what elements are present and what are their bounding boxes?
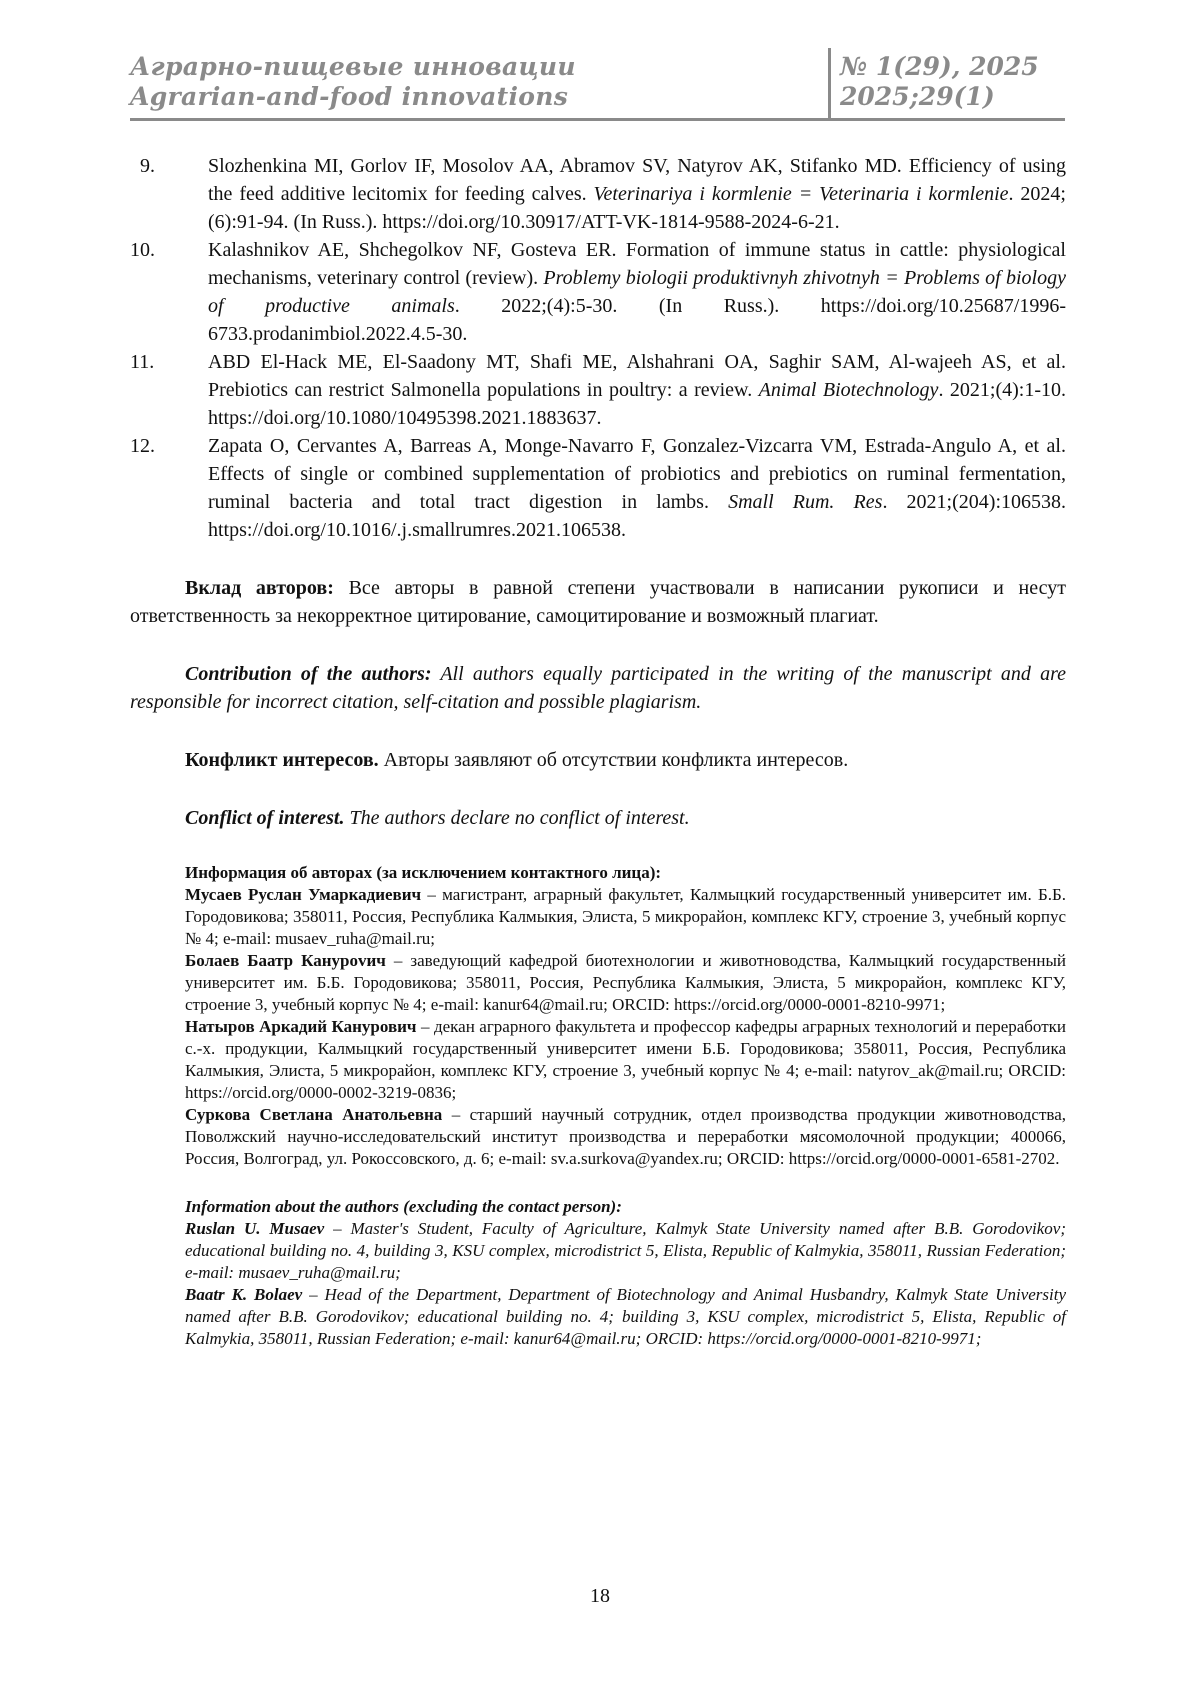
author-name: Натыров Аркадий Канурович [185,1017,417,1036]
reference-journal: Problemy biologii produktivnyh zhivotnyh = Problems of biology of productive animals [208,267,1066,317]
conflict-ru-text: Авторы заявляют об отсутствии конфликта интересов. [378,749,849,771]
reference-details: . 2022;(4):5-30. (In Russ.). https://doi.org/10.25687/1996-6733.prodanimbiol.2022.4.5-30. [208,295,1066,345]
contribution-ru-text: Все авторы в равной степени участвовали в написании рукописи и несут ответственность за некорректное цитирование, самоцитирование и возможный плагиат. [130,577,1066,627]
contribution-en [130,660,1066,716]
reference-number: 11. [130,351,155,373]
reference-journal: Animal Biotechnology [758,379,939,401]
authors-info-ru-heading: Информация об авторах (за исключением контактного лица): [185,863,662,882]
contribution-en-text: All authors equally participated in the writing of the manuscript and are responsible for incorrect citation, self-citation and possible plagiarism. [130,663,1067,713]
reference-text: Kalashnikov AE, Shchegolkov NF, Gosteva ER. Formation of immune status in cattle: physiological mechanisms, veterinary control (review). [208,239,1066,289]
contribution-ru [130,574,1066,630]
issue-number-en: 2025;29(1) [840,82,995,111]
author-name: Суркова Светлана Анатольевна [185,1105,443,1124]
issue-block [840,52,1039,112]
reference-text: ABD El-Hack ME, El-Saadony MT, Shafi ME, Alshahrani OA, Saghir SAM, Al-wajeeh AS, et al. Prebiotics can restrict Salmonella populations in poultry: a review. [208,351,1066,401]
author-details: – старший научный сотрудник, отдел производства продукции животноводства, Поволжский научно-исследовательский институт производства и переработки мясомолочной продукции; 400066, Россия, Волгоград, ул. Рокоссовского, д. 6; e-mail: sv.a.surkova@yandex.ru; ORCID: https://orcid.org/0000-0001-6581-2702. [185,1105,1066,1168]
author-details: – заведующий кафедрой биотехнологии и животноводства, Калмыцкий государственный университет им. Б.Б. Городовикова; 358011, Россия, Республика Калмыкия, Элиста, 5 микрорайон, комплекс КГУ, строение 3, учебный корпус № 4; e-mail: kanur64@mail.ru; ORCID: https://orcid.org/0000-0001-8210-9971; [185,951,1067,1014]
page-number: 18 [590,1585,610,1607]
header-rule [130,118,1065,121]
reference-details: . 2021;(204):106538. https://doi.org/10.1016/.j.smallrumres.2021.106538. [208,491,1066,541]
author-name: Мусаев Руслан Умаркадиевич [185,885,422,904]
conflict-en-text: The authors declare no conflict of interest. [344,807,690,829]
author-details: – Master's Student, Faculty of Agriculture, Kalmyk State University named after B.B. Gorodovikov; educational building no. 4, building 3, KSU complex, microdistrict 5, Elista, Republic of Kalmykia, 358011, Russian Federation; e-mail: musaev_ruha@mail.ru; [185,1219,1067,1282]
author-entry [185,1284,1066,1350]
contribution-en-label: Contribution of the authors: [185,663,432,685]
issue-number-ru: № 1(29), 2025 [840,52,1039,81]
reference-details: . 2021;(4):1-10. https://doi.org/10.1080/10495398.2021.1883637. [208,379,1066,429]
author-details: – Head of the Department, Department of Biotechnology and Animal Husbandry, Kalmyk State University named after B.B. Gorodovikov; educational building no. 4; building 3, KSU complex, microdistrict 5, Elista, Republic of Kalmykia, 358011, Russian Federation; e-mail: kanur64@mail.ru; ORCID: https://orcid.org/0000-0001-8210-9971; [185,1285,1067,1348]
author-entry [185,1218,1066,1284]
reference-number: 12. [130,435,155,457]
conflict-en-label: Conflict of interest. [185,807,345,829]
author-name: Болаев Баатр Кануроvич [185,951,386,970]
page-content [130,152,1066,1350]
authors-info-en-heading: Information about the authors (excluding the contact person): [185,1197,622,1216]
reference-journal: Small Rum. Res [728,491,883,513]
reference-number: 10. [130,239,155,261]
conflict-ru-label: Конфликт интересов. [185,749,379,771]
header-separator [828,48,831,118]
author-entry [185,1104,1066,1170]
author-name: Ruslan U. Musaev [185,1219,325,1238]
conflict-en [130,804,1066,832]
authors-info-en [130,1196,1066,1350]
author-entry [185,1016,1066,1104]
author-name: Baatr K. Bolaev [185,1285,303,1304]
author-entry [185,950,1066,1016]
reference-item [130,432,1066,544]
author-details: – декан аграрного факультета и профессор кафедры аграрных технологий и переработки с.-х. продукции, Калмыцкий государственный университет имени Б.Б. Городовикова; 358011, Россия, Республика Калмыкия, Элиста, 5 микрорайон, комплекс КГУ, строение 3, учебный корпус № 4; e-mail: natyrov_ak@mail.ru; ORCID: https://orcid.org/0000-0002-3219-0836; [185,1017,1066,1102]
reference-journal: Veterinariya i kormlenie = Veterinaria i kormlenie [593,183,1009,205]
reference-list [130,152,1066,544]
journal-title-ru: Аграрно-пищевые инновации [130,52,576,81]
reference-item [130,236,1066,348]
author-details: – магистрант, аграрный факультет, Калмыцкий государственный университет им. Б.Б. Городовикова; 358011, Россия, Республика Калмыкия, Элиста, 5 микрорайон, комплекс КГУ, строение 3, учебный корпус № 4; e-mail: musaev_ruha@mail.ru; [185,885,1066,948]
author-entry [185,884,1066,950]
reference-item [130,152,1066,236]
page-header [130,48,1065,120]
reference-item [130,348,1066,432]
reference-details: . 2024;(6):91-94. (In Russ.). https://doi.org/10.30917/ATT-VK-1814-9588-2024-6-21. [208,183,1066,233]
conflict-ru [130,746,1066,774]
authors-info-ru [130,862,1066,1170]
reference-number: 9. [140,155,155,177]
journal-title-en: Agrarian-and-food innovations [130,82,569,111]
reference-text: Zapata O, Cervantes A, Barreas A, Monge-Navarro F, Gonzalez-Vizcarra VM, Estrada-Angulo A, et al. Effects of single or combined supplementation of probiotics and prebiotics on ruminal fermentation, ruminal bacteria and total tract digestion in lambs. [208,435,1066,513]
reference-text: Slozhenkina MI, Gorlov IF, Mosolov AA, Abramov SV, Natyrov AK, Stifanko MD. Efficiency of using the feed additive lecitomix for feeding calves. [208,155,1066,205]
contribution-ru-label: Вклад авторов: [185,577,334,599]
journal-title-block [130,52,576,112]
